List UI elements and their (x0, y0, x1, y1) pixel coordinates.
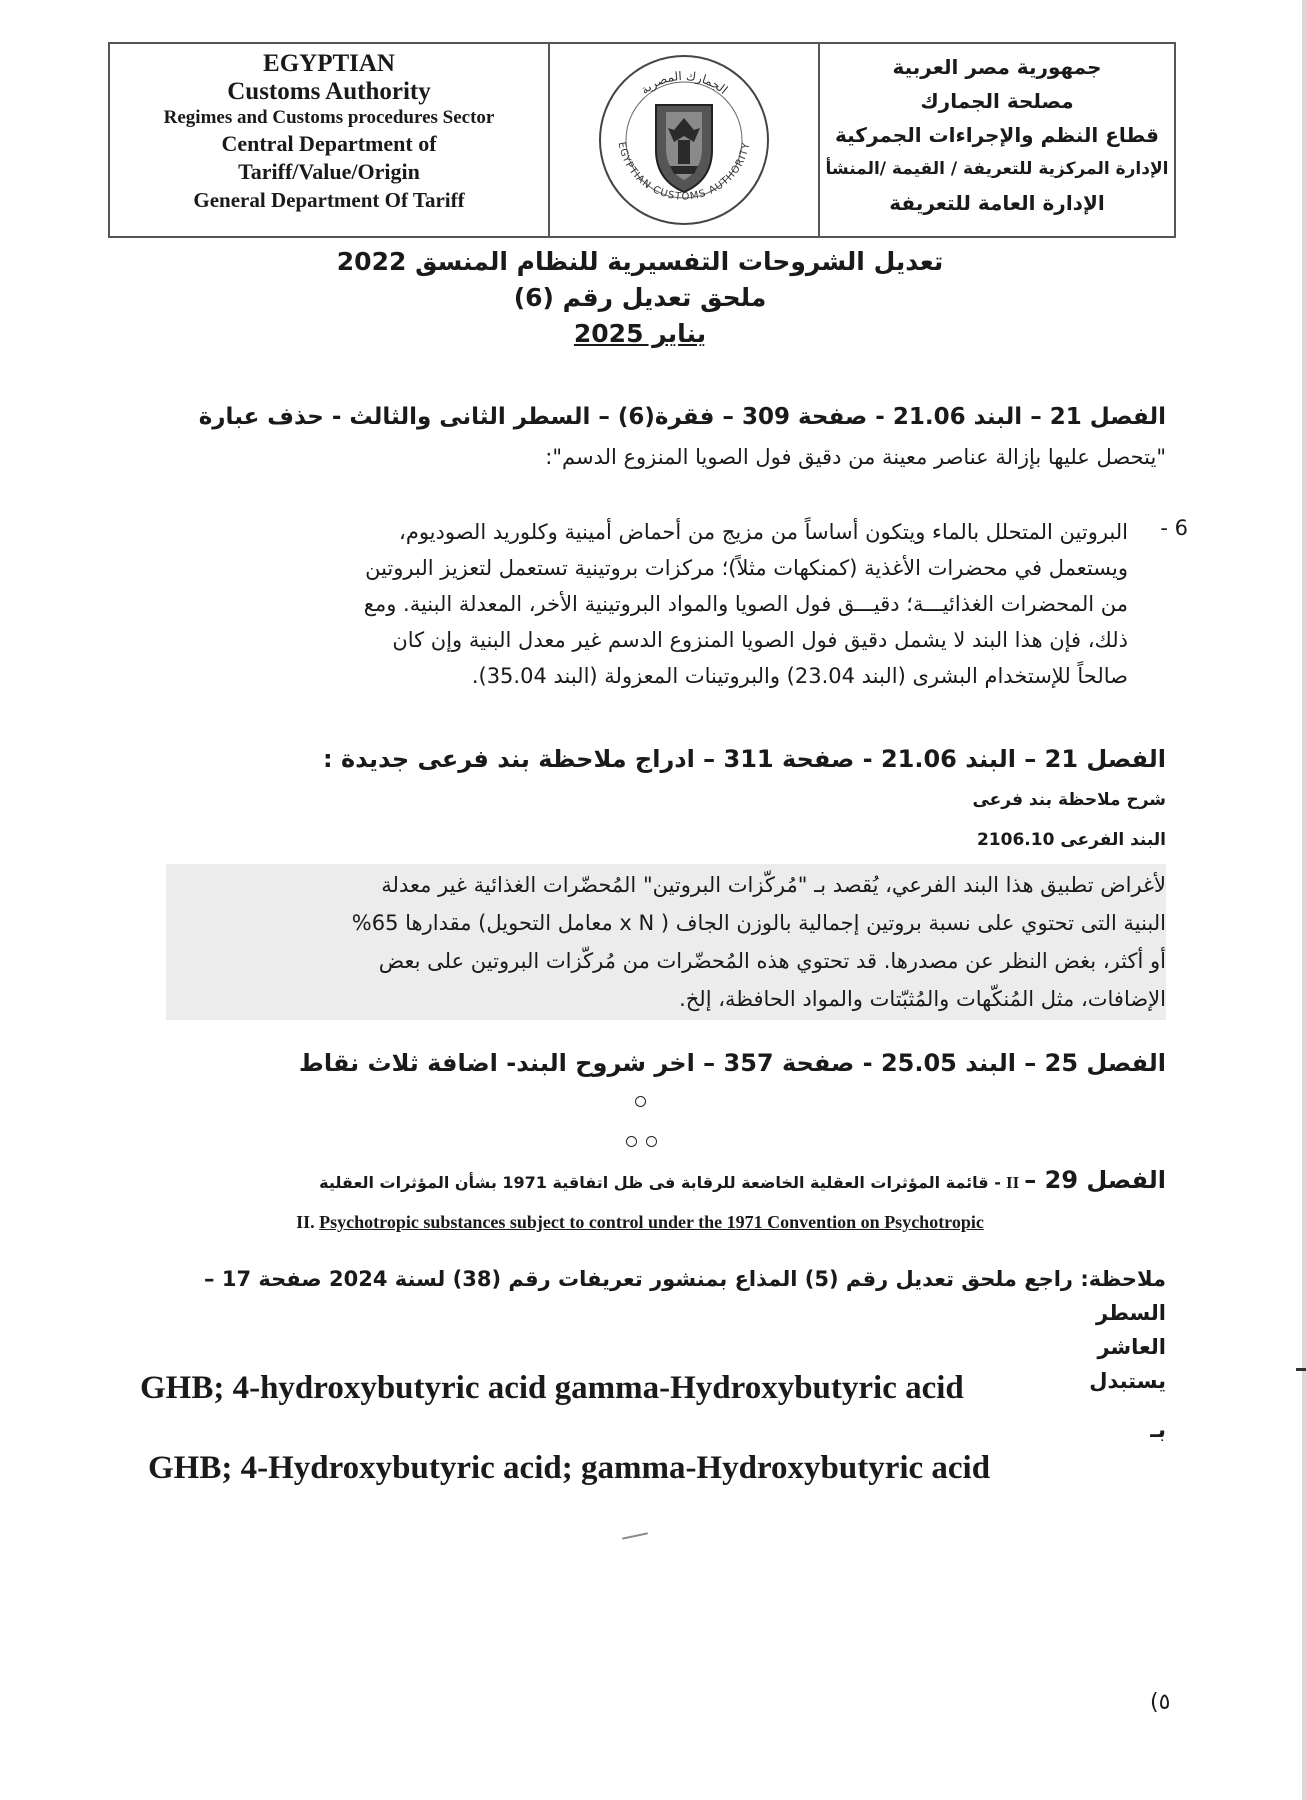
new-substance-text: GHB; 4-Hydroxybutyric acid; gamma-Hydroxybutyric acid (148, 1450, 991, 1486)
org-country-ar: جمهورية مصر العربية (892, 55, 1102, 79)
section1-heading: الفصل 21 – البند 21.06 - صفحة 309 – فقرة(6) – السطر الثانى والثالث - حذف عبارة (198, 404, 1166, 430)
english-title: Psychotropic substances subject to control under the 1971 Convention on Psychotropic (319, 1212, 984, 1232)
title-line-1: تعديل الشروحات التفسيرية للنظام المنسق 2022 (336, 247, 944, 276)
item-line: ذلك، فإن هذا البند لا يشمل دقيق فول الصويا المنزوع الدسم غير معدل البنية وإن كان (392, 628, 1128, 652)
note-line: لأغراض تطبيق هذا البند الفرعي، يُقصد بـ "مُركّزات البروتين" المُحضّرات الغذائية غير معدلة (381, 873, 1166, 897)
english-prefix: II. (296, 1212, 315, 1232)
section3-heading: الفصل 25 – البند 25.05 - صفحة 357 – اخر شروح البند- اضافة ثلاث نقاط (298, 1049, 1166, 1077)
note-line: ملاحظة: راجع ملحق تعديل رقم (5) المذاع بمنشور تعريفات رقم (38) لسنة 2024 صفحة 17 – السطر (204, 1267, 1166, 1325)
section1-item (128, 514, 1128, 694)
list-english-title (108, 1212, 1172, 1233)
item-number: 6 - (1160, 516, 1188, 540)
replace-label: يستبدل (1089, 1369, 1166, 1393)
added-dot (626, 1136, 637, 1147)
org-name: Customs Authority (227, 78, 431, 105)
item-line: صالحاً للإستخدام البشرى (البند 23.04) والبروتينات المعزولة (البند 35.04). (471, 664, 1128, 688)
subheading-note: شرح ملاحظة بند فرعى (972, 790, 1166, 810)
edge-mark (1296, 1368, 1306, 1371)
page-edge (1302, 0, 1306, 1800)
org-name-ar: مصلحة الجمارك (920, 89, 1074, 113)
section4-heading (166, 1166, 1166, 1194)
svg-text:الجمارك المصرية: الجمارك المصرية (637, 68, 731, 97)
org-department: Central Department of (221, 131, 437, 156)
added-dot (635, 1096, 646, 1107)
letterhead-arabic (820, 44, 1174, 236)
section2-heading: الفصل 21 – البند 21.06 - صفحة 311 – ادراج ملاحظة بند فرعى جديدة : (323, 745, 1166, 773)
org-sector-ar: قطاع النظم والإجراءات الجمركية (835, 123, 1159, 147)
org-general-department-ar: الإدارة العامة للتعريفة (889, 191, 1105, 215)
document-title (108, 244, 1172, 352)
letterhead (108, 42, 1176, 238)
list-roman-numeral: II (1005, 1173, 1020, 1192)
svg-text:EGYPTIAN CUSTOMS AUTHORITY: EGYPTIAN CUSTOMS AUTHORITY (615, 141, 753, 203)
section1-quote: "يتحصل عليها بإزالة عناصر معينة من دقيق فول الصويا المنزوع الدسم": (545, 445, 1166, 469)
with-label: بـ (1150, 1418, 1166, 1443)
org-department-scope: Tariff/Value/Origin (238, 159, 420, 184)
old-substance-text: GHB; 4-hydroxybutyric acid gamma-Hydroxybutyric acid (140, 1370, 964, 1406)
subheading-note-text (166, 864, 1166, 1020)
title-line-2: ملحق تعديل رقم (6) (513, 283, 767, 312)
title-date: يناير 2025 (573, 319, 707, 348)
letterhead-english (110, 44, 550, 236)
org-country: EGYPTIAN (263, 50, 395, 77)
org-department-ar: الإدارة المركزية للتعريفة / القيمة /المنشأ (825, 159, 1169, 179)
scan-mark (622, 1532, 648, 1539)
note-line: العاشر (1097, 1335, 1166, 1359)
chapter-29-label: الفصل 29 – (1024, 1166, 1166, 1194)
item-line: البروتين المتحلل بالماء ويتكون أساساً من مزيج من أحماض أمينية وكلوريد الصوديوم، (399, 520, 1128, 544)
seal-cell (550, 44, 820, 236)
org-general-department: General Department Of Tariff (193, 188, 465, 212)
note-line: الإضافات، مثل المُنكّهات والمُثبّتات والمواد الحافظة، إلخ. (679, 987, 1166, 1011)
note-line: أو أكثر، بغض النظر عن مصدرها. قد تحتوي هذه المُحضّرات من مُركّزات البروتين على بعض (378, 949, 1166, 973)
customs-seal-icon (594, 50, 774, 230)
page-number: (٥ (1150, 1690, 1171, 1715)
item-line: ويستعمل في محضرات الأغذية (كمنكهات مثلاً)؛ مركزات بروتينية تستعمل لتعزيز البروتين (365, 556, 1128, 580)
note-line: البنية التى تحتوي على نسبة بروتين إجمالية بالوزن الجاف ( x N معامل التحويل) مقدارها 65% (351, 911, 1166, 935)
subheading-subheading: البند الفرعى 2106.10 (976, 830, 1166, 850)
item-line: من المحضرات الغذائيـــة؛ دقيـــق فول الصويا والمواد البروتينية الأخر، المعدلة البنية. ومع (363, 592, 1128, 616)
added-dot (646, 1136, 657, 1147)
list-arabic-title: - قائمة المؤثرات العقلية الخاضعة للرقابة فى ظل اتفاقية 1971 بشأن المؤثرات العقلية (319, 1173, 1001, 1192)
org-sector: Regimes and Customs procedures Sector (163, 107, 495, 128)
